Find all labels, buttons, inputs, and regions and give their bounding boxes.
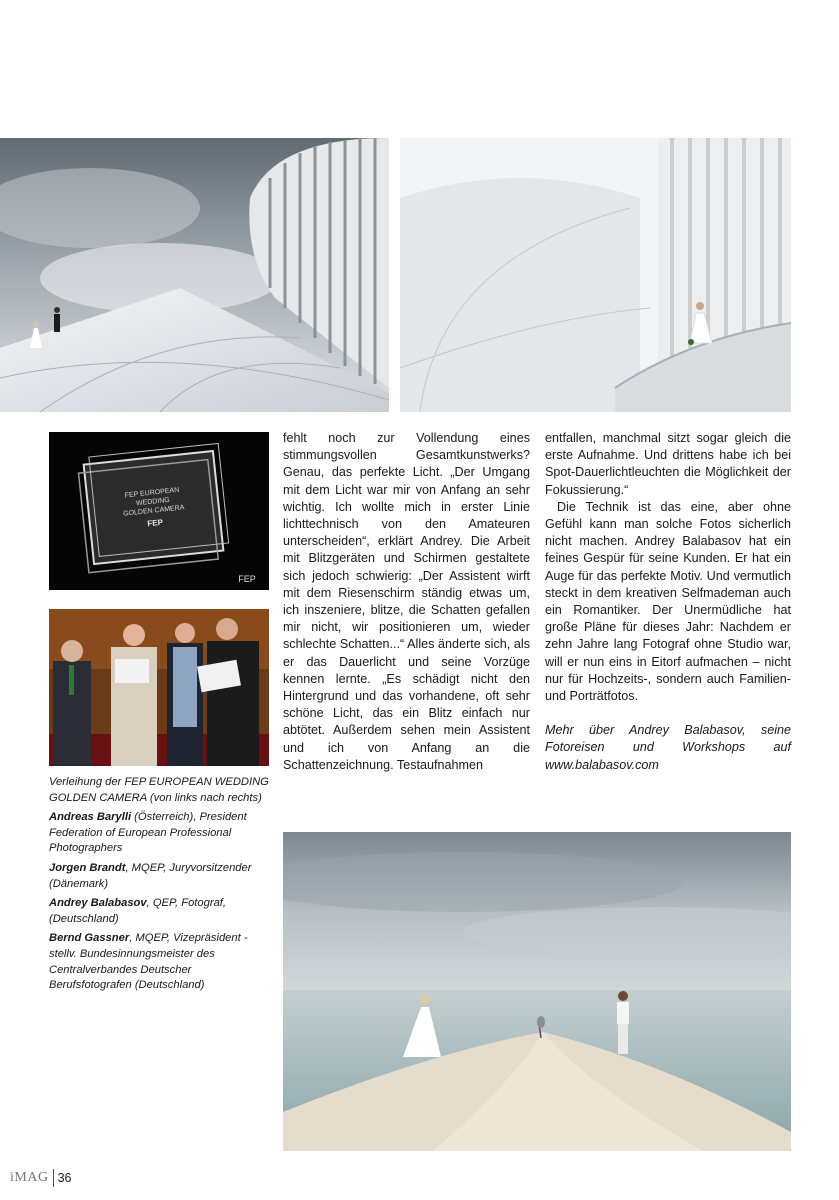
person-name: Andreas Barylli [49, 811, 132, 824]
plaque-logo: FEP [146, 517, 164, 529]
award-plaque-photo [49, 432, 269, 590]
award-ceremony-photo [49, 609, 269, 766]
caption-person [49, 931, 269, 993]
fep-corner-logo: FEP [238, 574, 256, 584]
article-column-right [545, 430, 791, 774]
article-paragraph: fehlt noch zur Vollendung eines stimmungsvollen Gesamtkunstwerks? Genau, das perfekte Licht. „Der Umgang mit dem Licht war mir von Anfang an sehr wichtig. Ich wollte mich in erster Linie lichttechnisch von den Amateuren unterscheiden“, erklärt Andrey. Die Arbeit mit Blitzgeräten und Schirmen gestaltete sich jedoch schwierig: „Der Assistent wirft mit dem Riesenschirm ständig etwas um, ich inszeniere, blitze, die Schatten gefallen mir nicht, wir positionieren um, wieder schlechte Schatten...“ Alles änderte sich, als er das Dauerlicht und seine Vorzüge kennen lernte. „Es schädigt nicht den Hintergrund und das vorhandene, oft sehr schöne Licht, das ein Blitz einfach nur abtötet. Außerdem sehen mein Assistent und ich von Anfang an die Schattenzeichnung. Testaufnahmen [283, 431, 530, 772]
more-info-text: Mehr über Andrey Balabasov, seine Fotoreisen und Workshops auf www.balabasov.com [545, 723, 791, 772]
plaque-line-3: GOLDEN CAMERA [122, 504, 185, 518]
person-name: Bernd Gassner [49, 932, 130, 945]
wedding-photo-beach [283, 832, 791, 1151]
article-column-middle [283, 430, 530, 774]
person-detail: (Österreich), President Federation of European Professional Photographers [49, 811, 247, 855]
caption-person [49, 896, 269, 927]
plaque-line-1: FEP EUROPEAN [124, 486, 180, 500]
wedding-photo-balcony [400, 138, 791, 412]
person-name: Jorgen Brandt [49, 861, 126, 874]
article-paragraph: Die Technik ist das eine, aber ohne Gefühl kann man solche Fotos sicherlich nicht machen. Andrey Balabasov hat ein feines Gespür für seine Kunden. Er hat ein Auge für das perfekte Motiv. Und vermutlich steckt in dem kreativen Selfmademan auch ein Romantiker. Der Unermüdliche hat große Pläne für dieses Jahr: Nachdem er zehn Jahre lang Fotograf ohne Studio war, will er nun eins in Eitorf aufmachen – nicht nur für Hochzeits-, sondern auch Familien- und Porträtfotos. [545, 499, 791, 704]
person-detail: , MQEP, Juryvorsitzender (Dänemark) [49, 861, 252, 890]
wedding-photo-roof [0, 138, 389, 412]
page-number: 36 [57, 1171, 72, 1185]
person-detail: , MQEP, Vizepräsident - stellv. Bundesinnungsmeister des Centralverbandes Deutscher Berufsfotografen (Deutschland) [49, 932, 248, 992]
magazine-logo: iMAG [10, 1169, 54, 1187]
caption-person [49, 810, 269, 857]
person-name: Andrey Balabasov [49, 897, 147, 910]
caption-person [49, 861, 269, 892]
person-detail: , QEP, Fotograf, (Deutschland) [49, 897, 227, 925]
article-paragraph: entfallen, manchmal sitzt sogar gleich die erste Aufnahme. Und drittens habe ich bei Spot-Dauerlichtleuchten die Möglichkeit der Fokussierung.“ [545, 431, 791, 497]
photo-caption [49, 775, 269, 998]
caption-heading: Verleihung der FEP EUROPEAN WEDDING GOLDEN CAMERA (von links nach rechts) [49, 776, 269, 804]
page-footer [10, 1167, 71, 1189]
plaque-line-2: WEDDING [135, 496, 171, 508]
